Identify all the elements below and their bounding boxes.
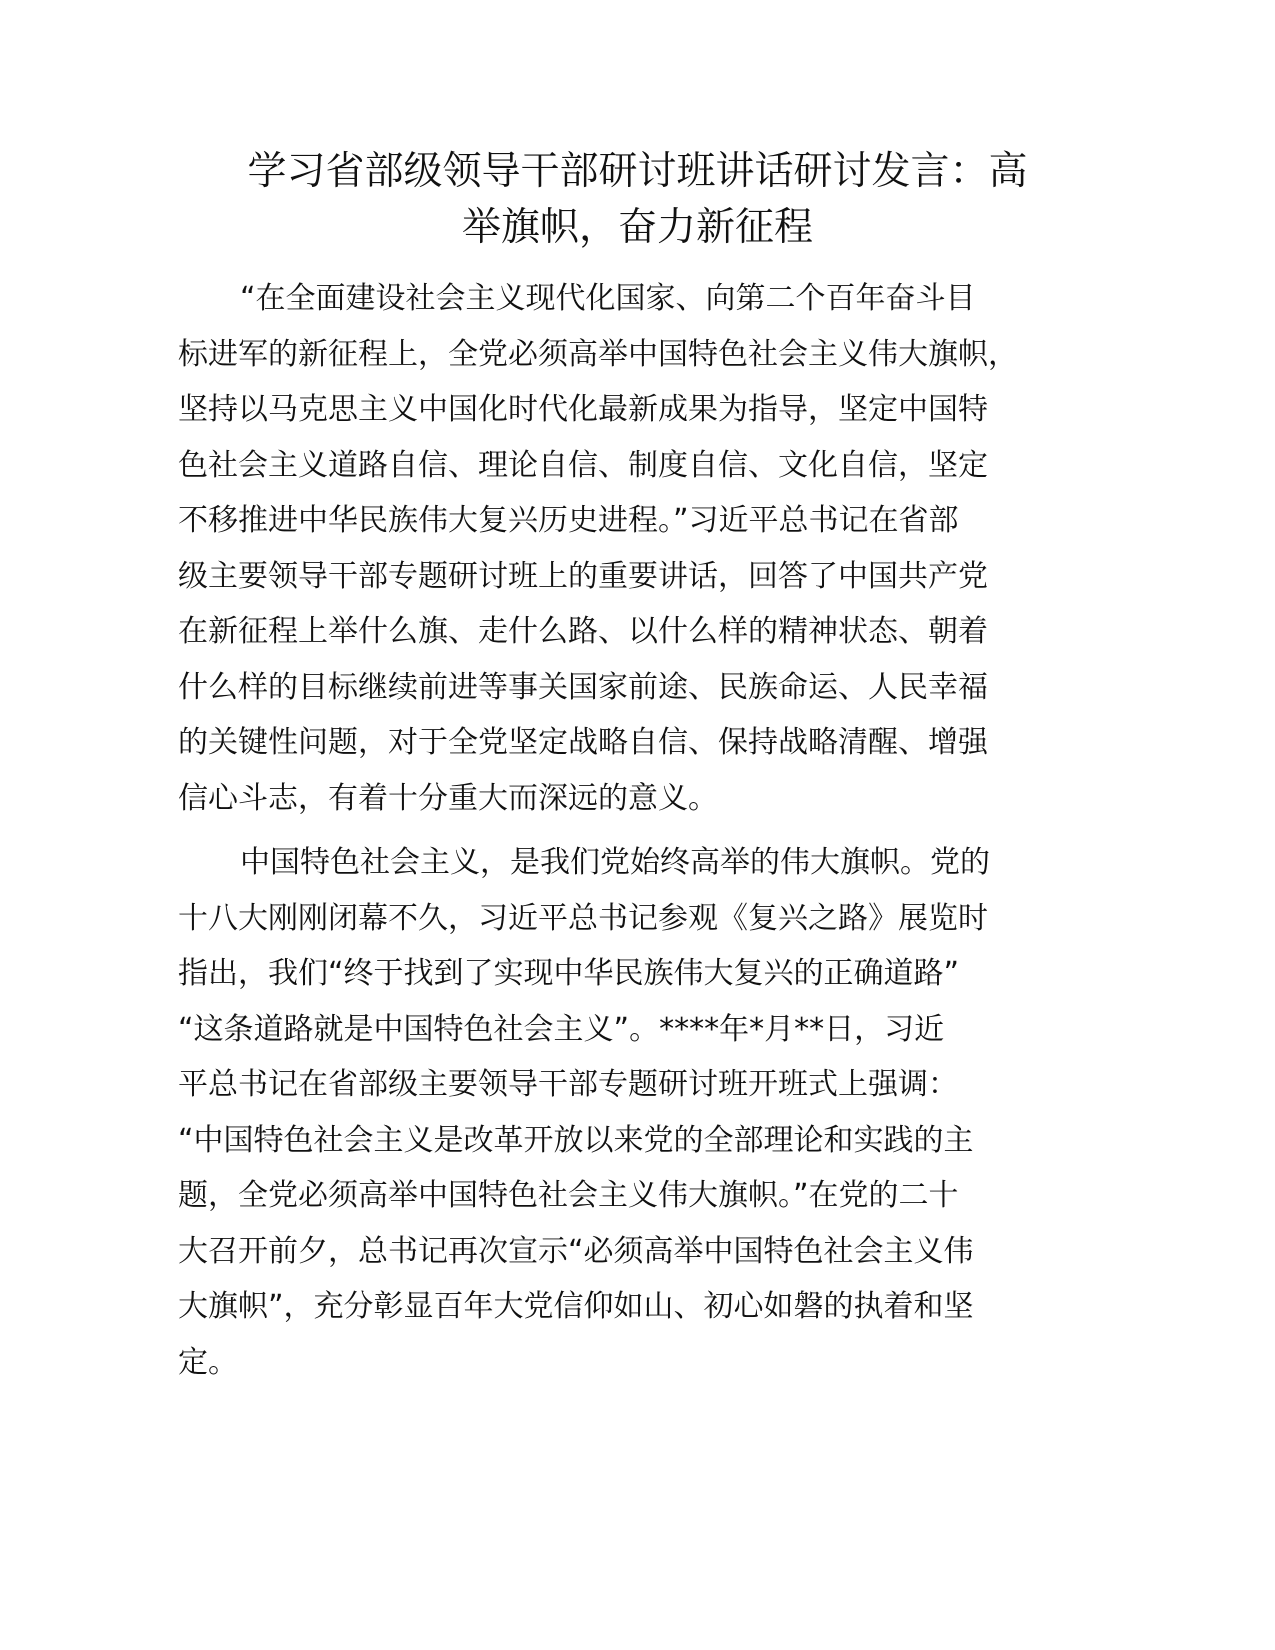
paragraph-line: 大召开前夕，总书记再次宣示“必须高举中国特色社会主义伟 xyxy=(178,1233,974,1269)
paragraph-line: “中国特色社会主义是改革开放以来党的全部理论和实践的主 xyxy=(178,1122,974,1158)
paragraph-line: 十八大刚刚闭幕不久，习近平总书记参观《复兴之路》展览时 xyxy=(178,900,988,936)
paragraph-line: 中国特色社会主义，是我们党始终高举的伟大旗帜。党的 xyxy=(240,845,990,880)
paragraph-line: 标进军的新征程上，全党必须高举中国特色社会主义伟大旗帜， xyxy=(178,336,1018,372)
document-title xyxy=(150,144,1125,256)
title-line: 学习省部级领导干部研讨班讲话研讨发言：高 xyxy=(247,149,1028,194)
paragraph-line: “这条道路就是中国特色社会主义”。****年*月**日，习近 xyxy=(178,1011,945,1047)
paragraph-line: “在全面建设社会主义现代化国家、向第二个百年奋斗目 xyxy=(240,281,976,316)
paragraph-2 xyxy=(178,835,1058,1390)
paragraph-line: 坚持以马克思主义中国化时代化最新成果为指导，坚定中国特 xyxy=(178,392,988,427)
paragraph-line: 的关键性问题，对于全党坚定战略自信、保持战略清醒、增强 xyxy=(178,725,988,760)
paragraph-line: 平总书记在省部级主要领导干部专题研讨班开班式上强调： xyxy=(178,1067,958,1102)
paragraph-line: 题，全党必须高举中国特色社会主义伟大旗帜。”在党的二十 xyxy=(178,1178,959,1213)
paragraph-line: 大旗帜”，充分彰显百年大党信仰如山、初心如磐的执着和坚 xyxy=(178,1289,974,1324)
paragraph-line: 级主要领导干部专题研讨班上的重要讲话，回答了中国共产党 xyxy=(178,558,988,594)
paragraph-1 xyxy=(178,271,1058,826)
paragraph-line: 指出，我们“终于找到了实现中华民族伟大复兴的正确道路” xyxy=(178,956,960,991)
paragraph-line: 什么样的目标继续前进等事关国家前途、民族命运、人民幸福 xyxy=(178,669,988,705)
paragraph-line: 定。 xyxy=(178,1344,238,1380)
title-line: 举旗帜，奋力新征程 xyxy=(461,205,813,250)
paragraph-line: 在新征程上举什么旗、走什么路、以什么样的精神状态、朝着 xyxy=(178,614,988,649)
paragraph-line: 色社会主义道路自信、理论自信、制度自信、文化自信，坚定 xyxy=(178,447,988,483)
paragraph-line: 不移推进中华民族伟大复兴历史进程。”习近平总书记在省部 xyxy=(178,503,959,538)
paragraph-line: 信心斗志，有着十分重大而深远的意义。 xyxy=(178,780,718,816)
